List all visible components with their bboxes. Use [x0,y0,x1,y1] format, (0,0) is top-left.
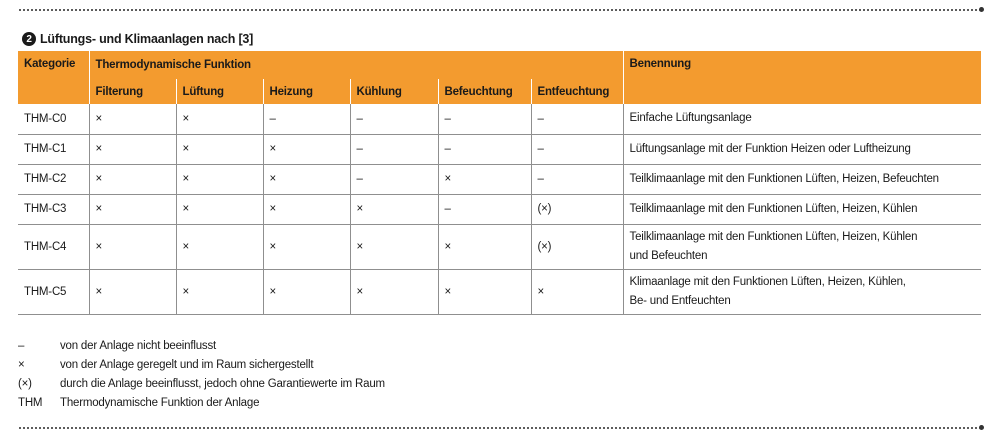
subheader-kuehlung: Kühlung [350,79,438,104]
header-kategorie: Kategorie [18,51,89,104]
row-kategorie: THM-C5 [18,269,89,314]
legend-item [18,336,385,355]
subheader-filterung: Filterung [89,79,176,104]
top-dotted-rule [18,8,984,12]
cell-filterung: × [89,224,176,269]
benennung-line-1: Klimaanlage mit den Funktionen Lüften, Heizen, Kühlen, [629,275,906,288]
cell-lueftung: × [176,164,263,194]
table-row [18,194,981,224]
subheader-befeuchtung: Befeuchtung [438,79,531,104]
cell-filterung: × [89,104,176,134]
cell-kuehlung: × [350,224,438,269]
benennung-line-1: Teilklimaanlage mit den Funktionen Lüften, Heizen, Kühlen [629,230,918,243]
cell-lueftung: × [176,104,263,134]
cell-benennung [623,164,981,194]
cell-benennung [623,134,981,164]
cell-befeuchtung: – [438,134,531,164]
legend-item [18,374,385,393]
hvac-category-table [18,51,981,315]
cell-entfeuchtung: × [531,269,623,314]
cell-heizung: × [263,194,350,224]
legend-symbol: THM [18,396,43,409]
table-row [18,134,981,164]
cell-entfeuchtung: (×) [531,194,623,224]
cell-benennung [623,224,981,269]
legend-text: Thermodynamische Funktion der Anlage [60,396,260,409]
caption-number-badge: 2 [22,32,36,46]
cell-entfeuchtung: – [531,134,623,164]
cell-filterung: × [89,164,176,194]
bottom-dotted-rule [18,426,984,430]
benennung-line-1: Lüftungsanlage mit der Funktion Heizen oder Luftheizung [629,142,911,155]
cell-kuehlung: – [350,134,438,164]
subheader-lueftung: Lüftung [176,79,263,104]
table-caption [22,31,253,47]
cell-befeuchtung: × [438,164,531,194]
legend-text: durch die Anlage beeinflusst, jedoch ohne Garantiewerte im Raum [60,377,385,390]
legend-symbol: – [18,339,25,352]
cell-benennung [623,194,981,224]
legend-text: von der Anlage nicht beeinflusst [60,339,216,352]
header-thermodynamische-funktion: Thermodynamische Funktion [89,51,623,79]
subheader-heizung: Heizung [263,79,350,104]
table-row [18,224,981,269]
table-row [18,104,981,134]
cell-filterung: × [89,134,176,164]
cell-befeuchtung: × [438,224,531,269]
benennung-line-2: Be- und Entfeuchten [629,294,731,307]
cell-befeuchtung: × [438,269,531,314]
cell-filterung: × [89,269,176,314]
cell-entfeuchtung: – [531,164,623,194]
cell-lueftung: × [176,269,263,314]
row-kategorie: THM-C4 [18,224,89,269]
cell-benennung [623,269,981,314]
cell-befeuchtung: – [438,194,531,224]
cell-kuehlung: – [350,164,438,194]
legend-symbol: (×) [18,377,32,390]
legend-item [18,393,385,412]
legend [18,336,385,412]
cell-kuehlung: × [350,269,438,314]
cell-entfeuchtung: (×) [531,224,623,269]
row-kategorie: THM-C0 [18,104,89,134]
cell-entfeuchtung: – [531,104,623,134]
row-kategorie: THM-C1 [18,134,89,164]
benennung-line-1: Teilklimaanlage mit den Funktionen Lüften, Heizen, Befeuchten [629,172,939,185]
header-benennung: Benennung [623,51,981,104]
benennung-line-1: Einfache Lüftungsanlage [629,112,752,125]
row-kategorie: THM-C3 [18,194,89,224]
cell-filterung: × [89,194,176,224]
benennung-line-2: und Befeuchten [629,249,708,262]
subheader-entfeuchtung: Entfeuchtung [531,79,623,104]
cell-kuehlung: – [350,104,438,134]
legend-item [18,355,385,374]
cell-heizung: × [263,164,350,194]
cell-heizung: × [263,224,350,269]
cell-lueftung: × [176,224,263,269]
table-row [18,269,981,314]
cell-befeuchtung: – [438,104,531,134]
caption-text: Lüftungs- und Klimaanlagen nach [3] [40,32,254,46]
legend-symbol: × [18,358,25,371]
benennung-line-1: Teilklimaanlage mit den Funktionen Lüften, Heizen, Kühlen [629,202,918,215]
cell-lueftung: × [176,194,263,224]
cell-heizung: × [263,269,350,314]
cell-kuehlung: × [350,194,438,224]
cell-heizung: × [263,134,350,164]
row-kategorie: THM-C2 [18,164,89,194]
cell-heizung: – [263,104,350,134]
legend-text: von der Anlage geregelt und im Raum sichergestellt [60,358,314,371]
cell-lueftung: × [176,134,263,164]
cell-benennung [623,104,981,134]
table-row [18,164,981,194]
